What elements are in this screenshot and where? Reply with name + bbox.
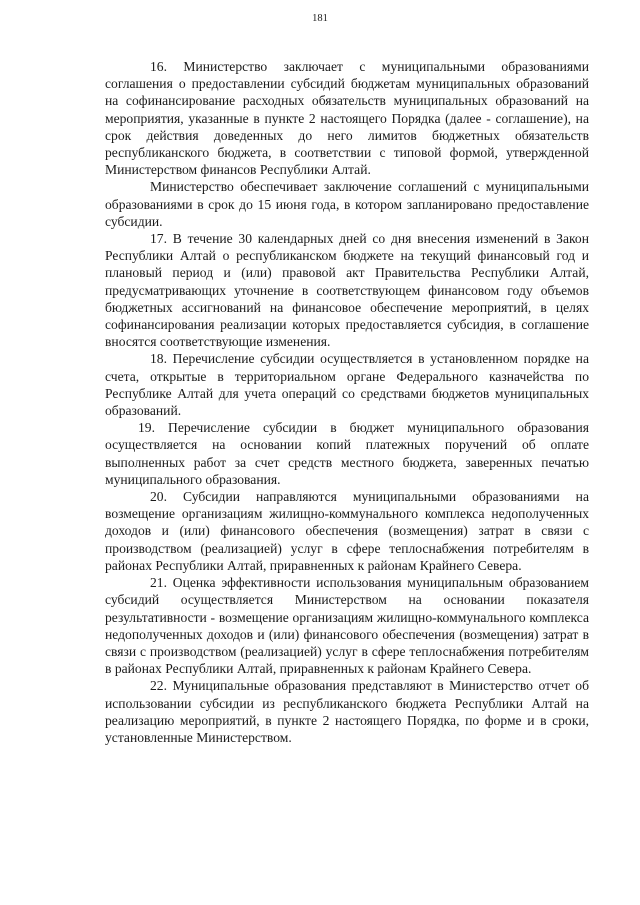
- paragraph-21: 21. Оценка эффективности использования муниципальным образованием субсидий осуществляется Министерством на основании показателя результативности - возмещение организациям жилищно-коммунального комплекса недополученных доходов и (или) финансового обеспечения (возмещения) затрат в связи с производством (реализацией) услуг в сфере теплоснабжения потребителям в районах Республики Алтай, приравненных к районам Крайнего Севера.: [105, 575, 589, 677]
- paragraph-17: 17. В течение 30 календарных дней со дня внесения изменений в Закон Республики Алтай о республиканском бюджете на текущий финансовый год и плановый период и (или) правовой акт Правительства Республики Алтай, предусматривающих уточнение в соответствующем финансовом году объемов бюджетных ассигнований на финансовое обеспечение мероприятий, в целях софинансирования реализации которых предоставляется субсидия, в соглашение вносятся соответствующие изменения.: [105, 231, 589, 350]
- paragraph-16: 16. Министерство заключает с муниципальными образованиями соглашения о предоставлении субсидий бюджетам муниципальных образований на софинансирование расходных обязательств муниципальных образований на мероприятия, указанные в пункте 2 настоящего Порядка (далее - соглашение), на срок действия доведенных до него лимитов бюджетных обязательств республиканского бюджета, в соответствии с типовой формой, утвержденной Министерством финансов Республики Алтай.: [105, 59, 589, 178]
- page-number: 181: [312, 13, 328, 24]
- paragraph-22: 22. Муниципальные образования представляют в Министерство отчет об использовании субсидии из республиканского бюджета Республики Алтай на реализацию мероприятий, в пункте 2 настоящего Порядка, по форме и в сроки, установленные Министерством.: [105, 678, 589, 745]
- paragraph-18: 18. Перечисление субсидии осуществляется в установленном порядке на счета, открытые в территориальном органе Федерального казначейства по Республике Алтай для учета операций со средствами бюджетов муниципальных образований.: [105, 351, 589, 419]
- document-body: [105, 58, 589, 746]
- paragraph-19: 19. Перечисление субсидии в бюджет муниципального образования осуществляется на основании копий платежных поручений об оплате выполненных работ за счет средств местного бюджета, заверенных печатью муниципального образования.: [105, 420, 589, 487]
- paragraph-16-continuation: Министерство обеспечивает заключение соглашений с муниципальными образованиями в срок до 15 июня года, в котором запланировано предоставление субсидии.: [105, 179, 589, 229]
- paragraph-20: 20. Субсидии направляются муниципальными образованиями на возмещение организациям жилищно-коммунального комплекса недополученных доходов и (или) финансового обеспечения (возмещения) затрат в связи с производством (реализацией) услуг в сфере теплоснабжения потребителям в районах Республики Алтай, приравненных к районам Крайнего Севера.: [105, 489, 589, 573]
